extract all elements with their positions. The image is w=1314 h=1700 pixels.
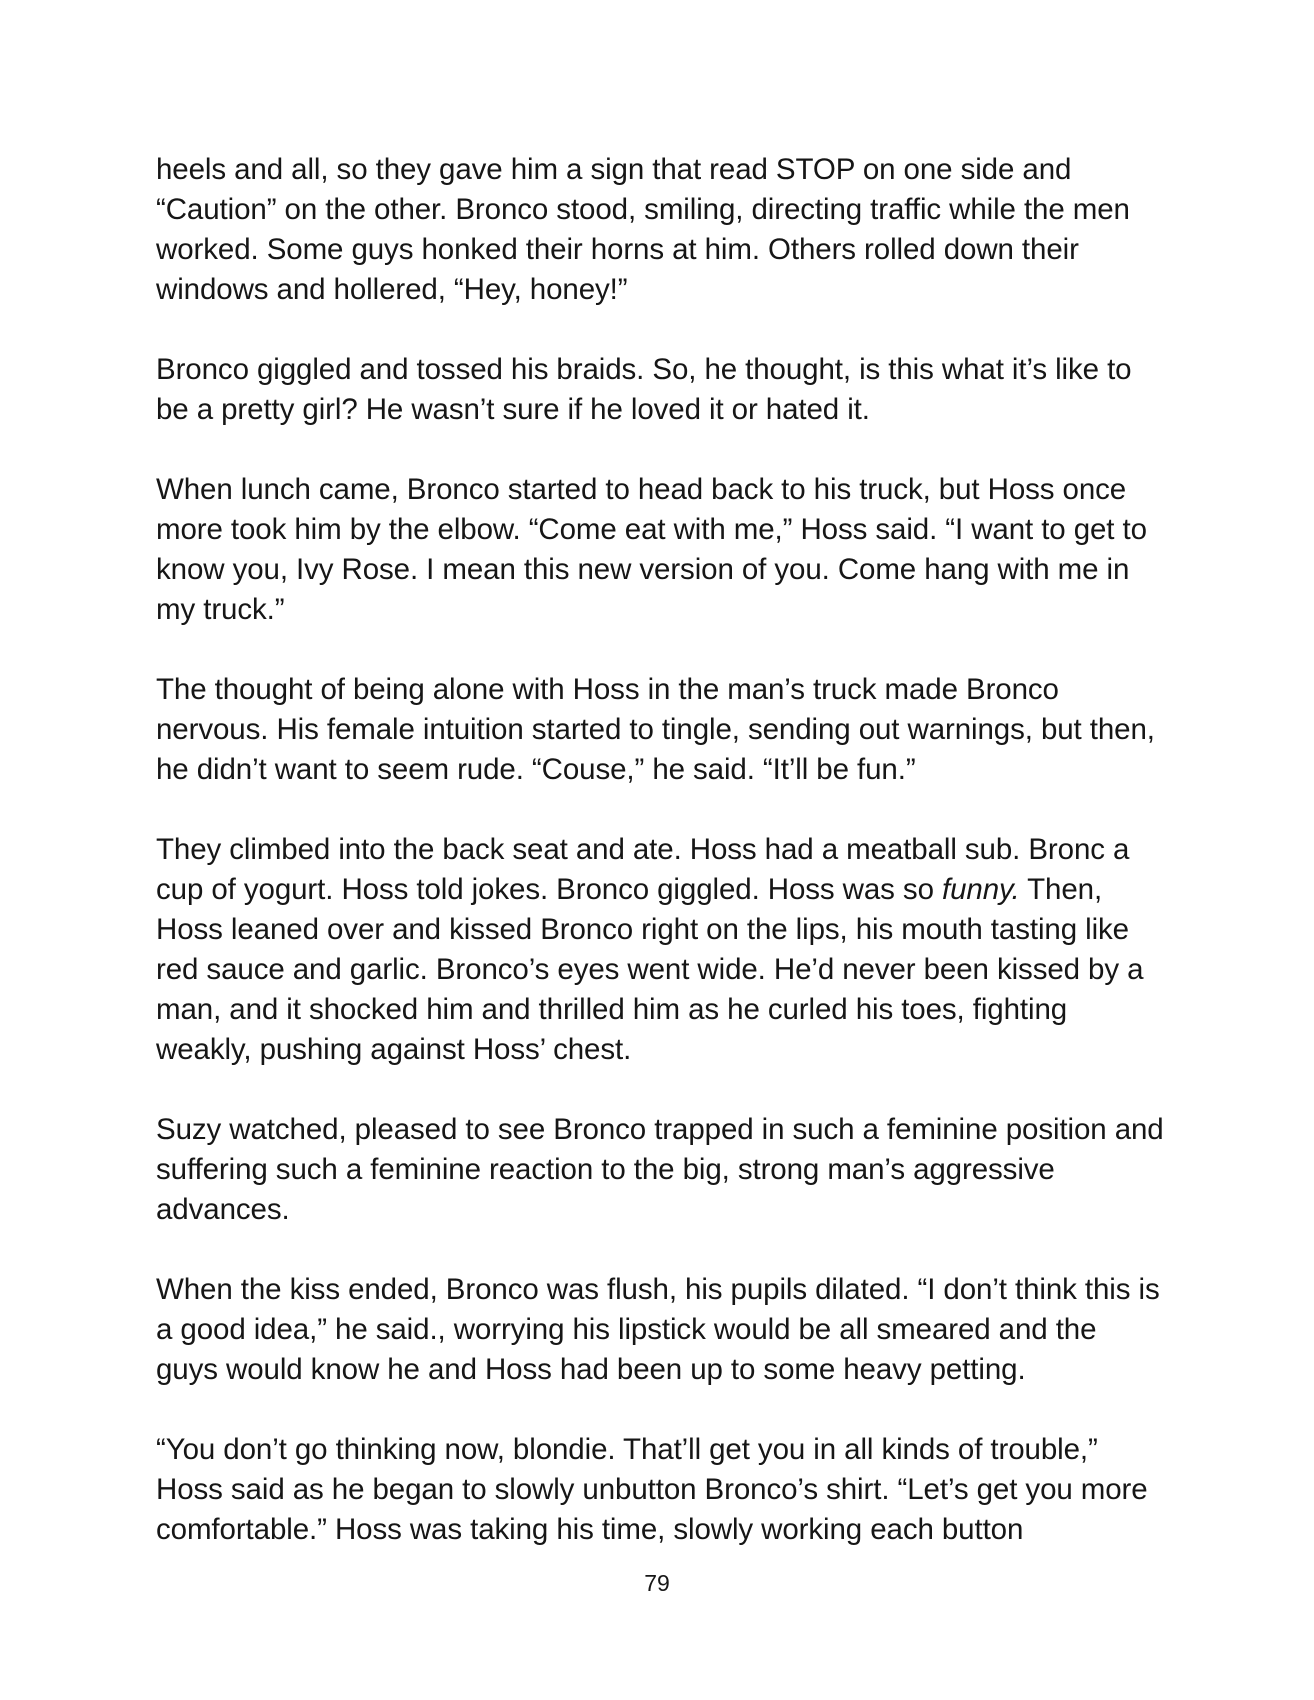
paragraph bbox=[156, 1110, 1166, 1230]
italic-text: funny. bbox=[941, 873, 1020, 906]
page-number: 79 bbox=[644, 1570, 670, 1596]
paragraph bbox=[156, 150, 1166, 310]
paragraph-text: Bronco giggled and tossed his braids. So, he thought, is this what it’s like to be a pretty girl? He wasn’t sure if he loved it or hated it. bbox=[156, 353, 1132, 426]
paragraph bbox=[156, 1270, 1166, 1390]
paragraph-text: heels and all, so they gave him a sign that read STOP on one side and “Caution” on the other. Bronco stood, smiling, directing traffic while the men worked. Some guys honked their horns at him. Others rolled down their windows and hollered, “Hey, honey!” bbox=[156, 153, 1130, 306]
paragraph-text: They climbed into the back seat and ate. Hoss had a meatball sub. Bronc a cup of yogurt. Hoss told jokes. Bronco giggled. Hoss was so bbox=[156, 833, 1130, 906]
paragraph bbox=[156, 1430, 1166, 1550]
paragraph-text: When the kiss ended, Bronco was flush, his pupils dilated. “I don’t think this is a good idea,” he said., worrying his lipstick would be all smeared and the guys would know he and Hoss had been up to some heavy petting. bbox=[156, 1273, 1160, 1386]
paragraph-text: When lunch came, Bronco started to head back to his truck, but Hoss once more took him by the elbow. “Come eat with me,” Hoss said. “I want to get to know you, Ivy Rose. I mean this new version of you. Come hang with me in my truck.” bbox=[156, 473, 1147, 626]
paragraph bbox=[156, 670, 1166, 790]
body-text bbox=[156, 150, 1166, 1550]
paragraph-text: “You don’t go thinking now, blondie. That’ll get you in all kinds of trouble,” Hoss said as he began to slowly unbutton Bronco’s shirt. “Let’s get you more comfortable.” Hoss was taking his time, slowly working each button bbox=[156, 1433, 1148, 1546]
paragraph bbox=[156, 470, 1166, 630]
paragraph-text: The thought of being alone with Hoss in the man’s truck made Bronco nervous. His female intuition started to tingle, sending out warnings, but then, he didn’t want to seem rude. “Couse,” he said. “It’ll be fun.” bbox=[156, 673, 1155, 786]
paragraph-text: Suzy watched, pleased to see Bronco trapped in such a feminine position and suffering such a feminine reaction to the big, strong man’s aggressive advances. bbox=[156, 1113, 1164, 1226]
paragraph-text: Then, Hoss leaned over and kissed Bronco right on the lips, his mouth tasting like red sauce and garlic. Bronco’s eyes went wide. He’d never been kissed by a man, and it shocked him and thrilled him as he curled his toes, fighting weakly, pushing against Hoss’ chest. bbox=[156, 873, 1144, 1066]
paragraph bbox=[156, 830, 1166, 1070]
paragraph bbox=[156, 350, 1166, 430]
